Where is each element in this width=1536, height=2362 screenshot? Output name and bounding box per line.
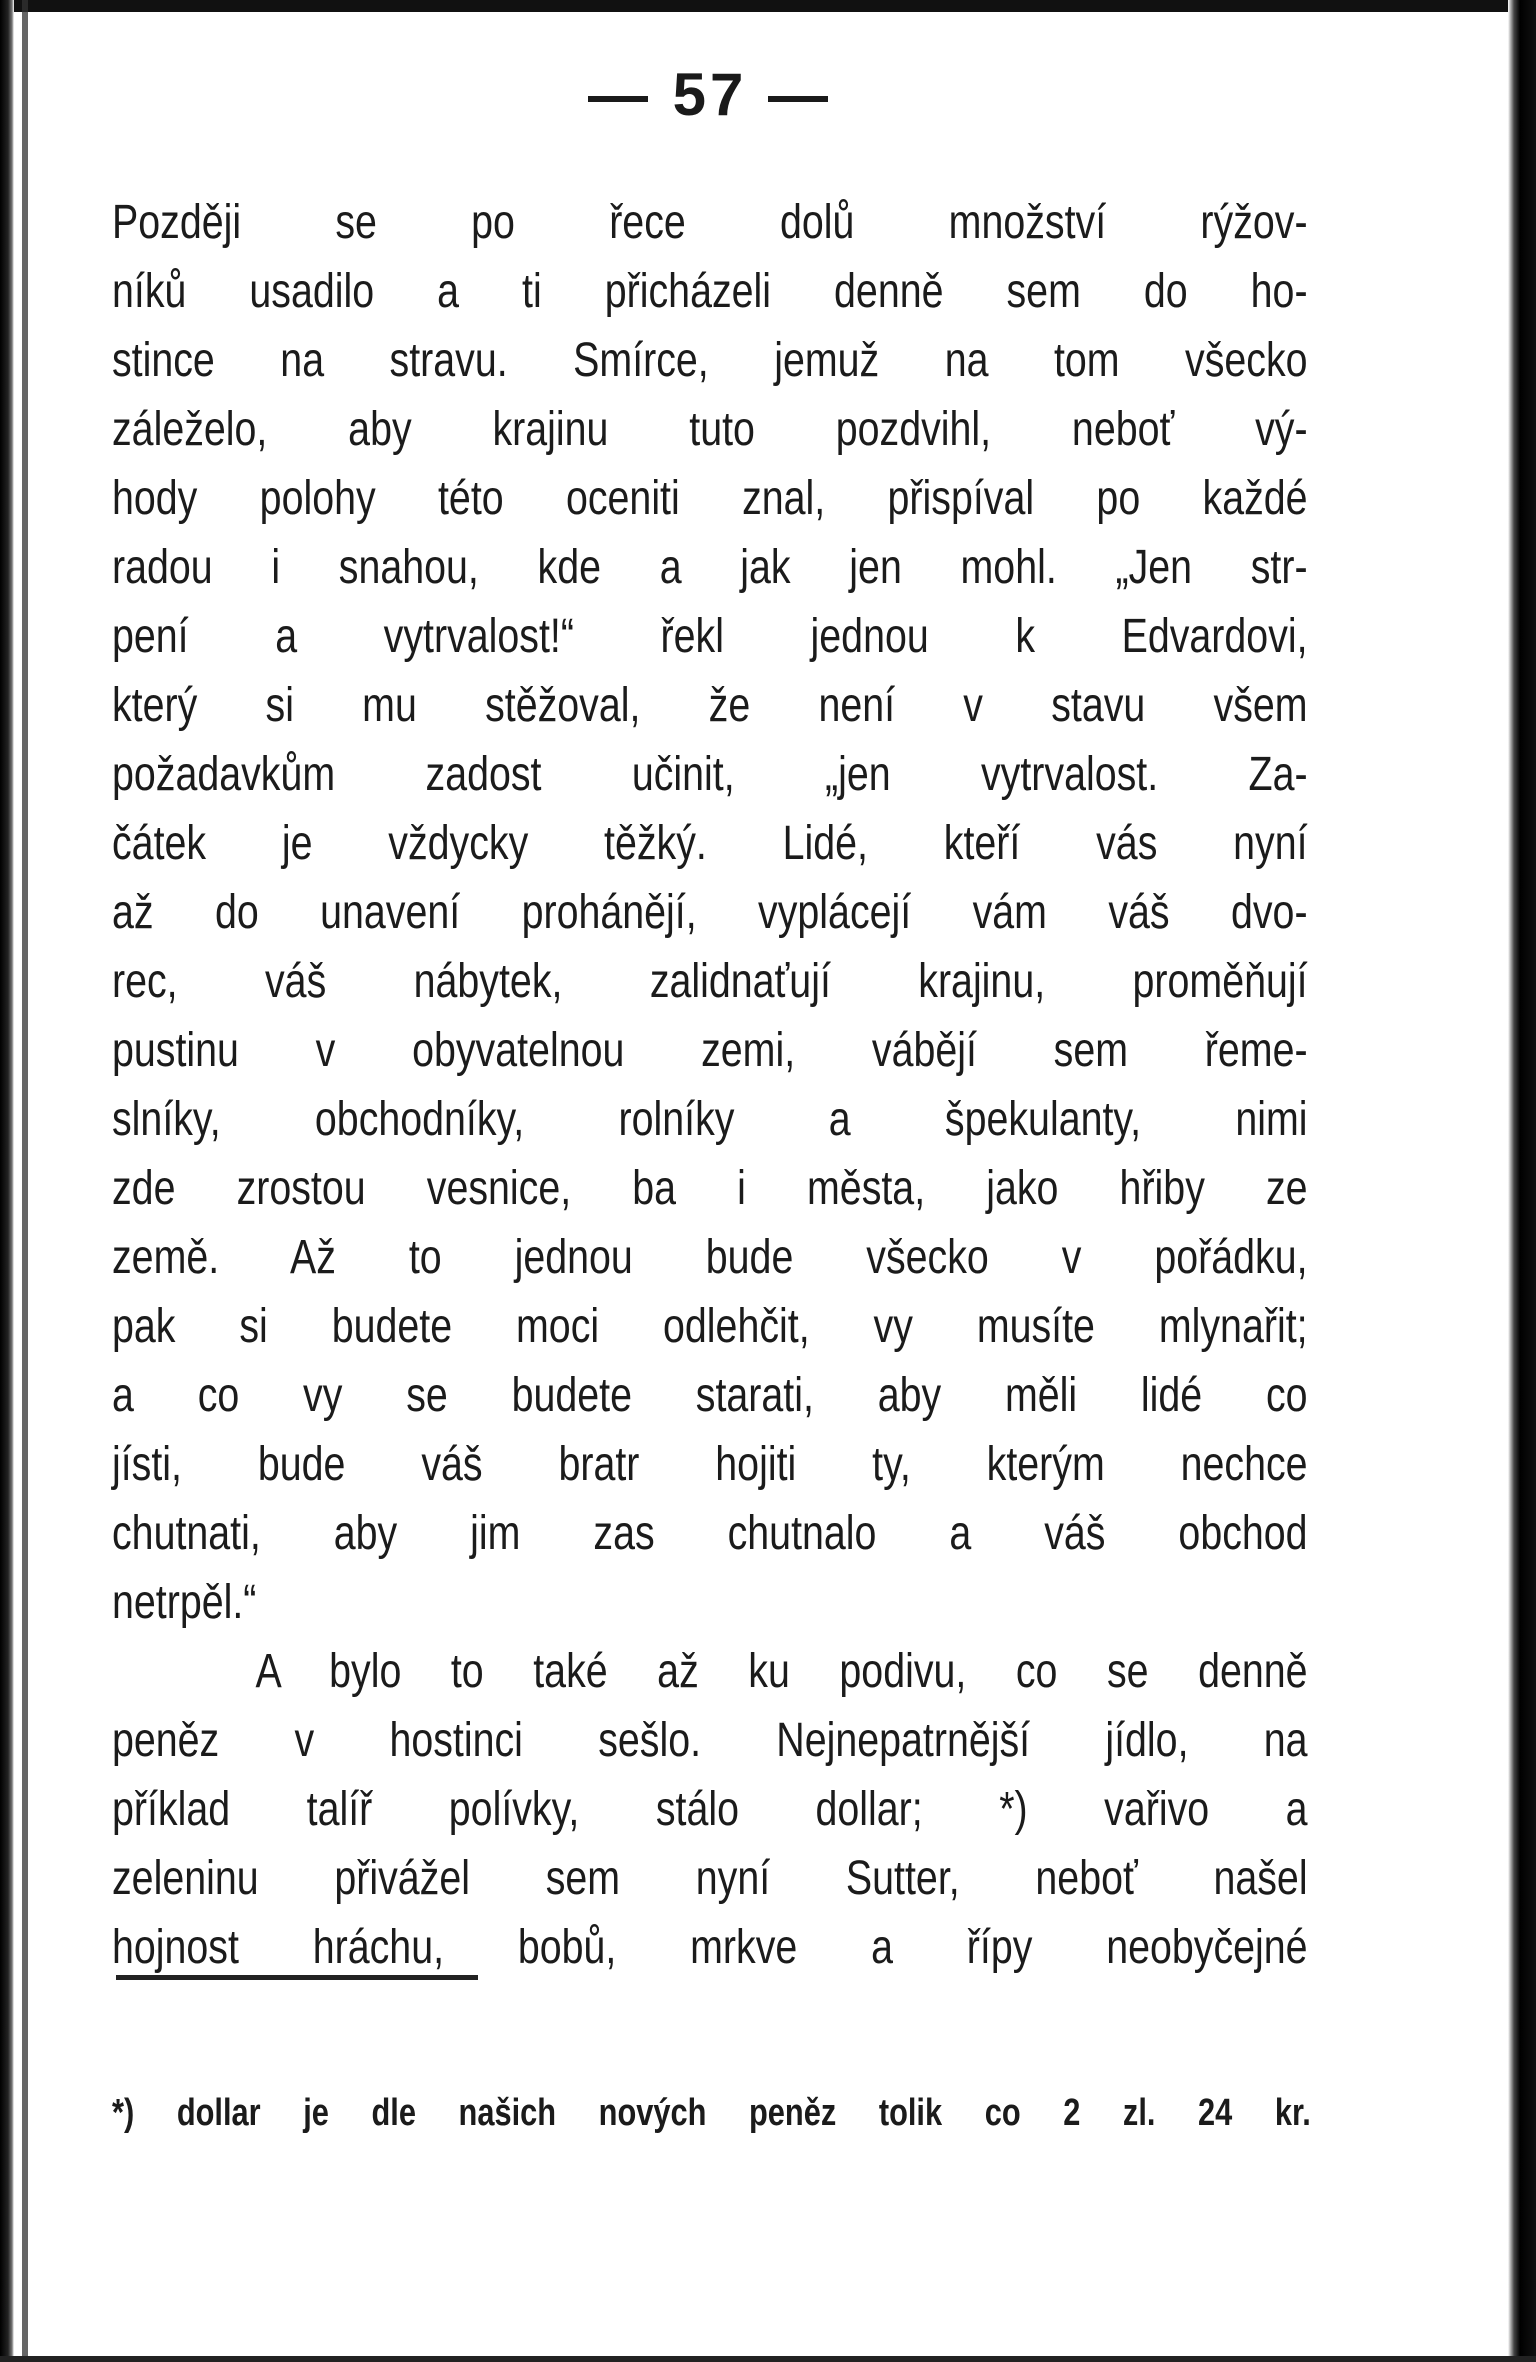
page-frame-left-edge	[22, 0, 28, 2362]
text-line: záleželo, aby krajinu tuto pozdvihl, neboť vý-	[112, 403, 1308, 456]
text-line: Později se po řece dolů množství rýžov-	[112, 196, 1308, 249]
page-number: — 57 —	[587, 61, 833, 128]
text-line: jísti, bude váš bratr hojiti ty, kterým nechce	[112, 1438, 1308, 1491]
body-text	[112, 188, 1308, 1982]
text-line: slníky, obchodníky, rolníky a špekulanty, nimi	[112, 1093, 1308, 1146]
text-line: hody polohy této oceniti znal, přispíval po každé	[112, 472, 1308, 525]
page-frame-right	[1508, 0, 1536, 2362]
text-line: chutnati, aby jim zas chutnalo a váš obchod	[112, 1507, 1308, 1560]
page-frame-left	[0, 0, 14, 2362]
text-line: a co vy se budete starati, aby měli lidé co	[112, 1369, 1308, 1422]
text-line: peněz v hostinci sešlo. Nejnepatrnější jídlo, na	[112, 1714, 1308, 1767]
text-line: příklad talíř polívky, stálo dollar; *) vařivo a	[112, 1783, 1308, 1836]
page-frame-bottom	[0, 2356, 1536, 2362]
text-line: stince na stravu. Smírce, jemuž na tom všecko	[112, 334, 1308, 387]
text-line: pení a vytrvalost!“ řekl jednou k Edvardovi,	[112, 610, 1308, 663]
text-line: zde zrostou vesnice, ba i města, jako hřiby ze	[112, 1162, 1308, 1215]
text-line: radou i snahou, kde a jak jen mohl. „Jen str-	[112, 541, 1308, 594]
footnote-separator	[116, 1975, 478, 1980]
text-line: hojnost hráchu, bobů, mrkve a řípy neobyčejné	[112, 1921, 1308, 1974]
text-line: až do unavení prohánějí, vyplácejí vám váš dvo-	[112, 886, 1308, 939]
text-line: rec, váš nábytek, zalidnaťují krajinu, proměňují	[112, 955, 1308, 1008]
text-line: netrpěl.“	[112, 1576, 257, 1629]
footnote: *) dollar je dle našich nových peněz tolik co 2 zl. 24 kr.	[112, 2092, 1311, 2134]
text-line: pak si budete moci odlehčit, vy musíte mlynařit;	[112, 1300, 1308, 1353]
page-frame-top	[0, 0, 1536, 12]
text-line: země. Až to jednou bude všecko v pořádku,	[112, 1231, 1308, 1284]
text-line: čátek je vždycky těžký. Lidé, kteří vás nyní	[112, 817, 1308, 870]
paragraph-first-line: A bylo to také až ku podivu, co se denně	[255, 1645, 1308, 1698]
text-line: zeleninu přivážel sem nyní Sutter, neboť našel	[112, 1852, 1308, 1905]
text-line: pustinu v obyvatelnou zemi, vábějí sem řeme-	[112, 1024, 1308, 1077]
text-line: který si mu stěžoval, že není v stavu všem	[112, 679, 1308, 732]
text-line: požadavkům zadost učinit, „jen vytrvalost. Za-	[112, 748, 1308, 801]
text-line: níků usadilo a ti přicházeli denně sem do ho-	[112, 265, 1308, 318]
